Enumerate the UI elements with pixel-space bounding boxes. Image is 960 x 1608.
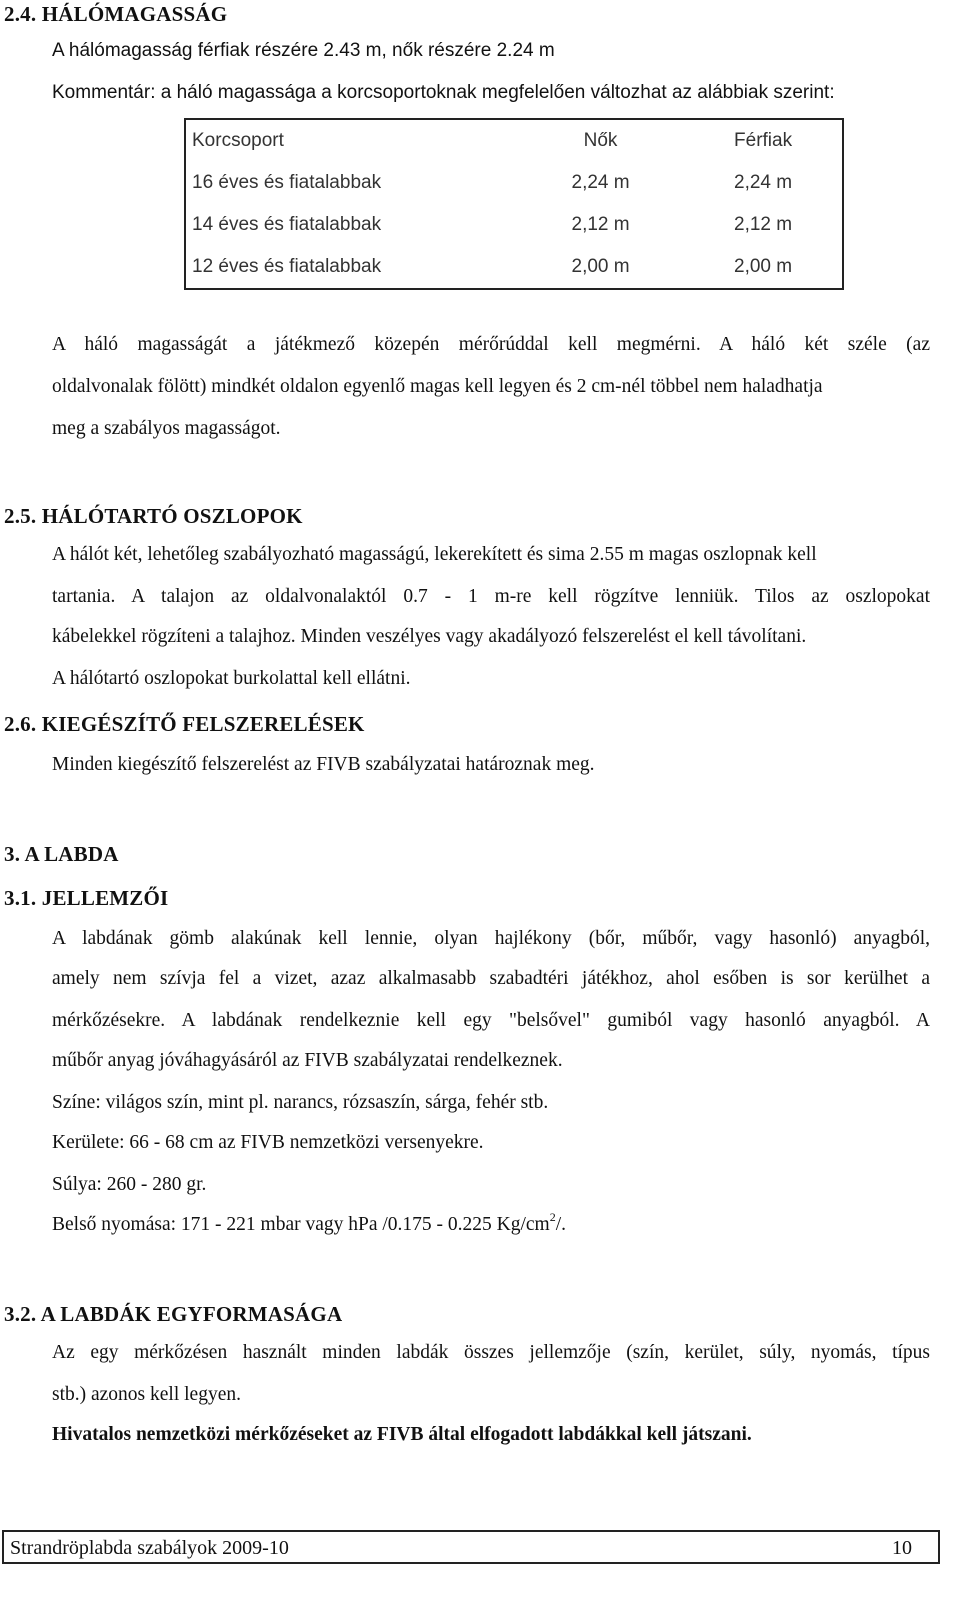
paragraph-line: meg a szabályos magasságot. — [52, 418, 281, 439]
table-header-cell: Férfiak — [734, 130, 793, 151]
table-cell: 2,12 m — [571, 214, 630, 235]
net-height-table — [184, 118, 844, 290]
table-cell: 2,12 m — [734, 214, 793, 235]
pressure-superscript: 2 — [549, 1210, 556, 1224]
paragraph-line: A hálót két, lehetőleg szabályozható magasságú, lekerekített és sima 2.55 m magas oszlopnak kell — [52, 544, 817, 565]
section-heading-2-5: 2.5. HÁLÓTARTÓ OSZLOPOK — [4, 504, 303, 528]
bold-statement: Hivatalos nemzetközi mérkőzéseket az FIVB által elfogadott labdákkal kell játszani. — [52, 1424, 752, 1445]
table-cell: 14 éves és fiatalabbak — [192, 214, 382, 235]
pressure-text-end: /. — [555, 1214, 567, 1235]
paragraph-line: A hálótartó oszlopokat burkolattal kell ellátni. — [52, 668, 411, 689]
section-heading-3-2: 3.2. A LABDÁK EGYFORMASÁGA — [4, 1302, 343, 1326]
paragraph-line: Minden kiegészítő felszerelést az FIVB szabályzatai határoznak meg. — [52, 754, 595, 775]
table-cell: 2,00 m — [734, 256, 793, 277]
table-row — [185, 246, 843, 289]
paragraph-line: Az egy mérkőzésen használt minden labdák összes jellemzője (szín, kerület, súly, nyomás, típus — [52, 1342, 930, 1363]
section-heading-3: 3. A LABDA — [4, 842, 119, 866]
table-header-row — [185, 119, 843, 162]
footer-title: Strandröplabda szabályok 2009-10 — [10, 1537, 289, 1559]
section-heading-2-4: 2.4. HÁLÓMAGASSÁG — [4, 2, 228, 26]
table-header-cell: Korcsoport — [192, 130, 284, 151]
paragraph-line: amely nem szívja fel a vizet, azaz alkalmasabb szabadtéri játékhoz, ahol esőben is sor kerülhet a — [52, 968, 930, 989]
section-heading-3-1: 3.1. JELLEMZŐI — [4, 886, 169, 910]
ball-weight-line: Súlya: 260 - 280 gr. — [52, 1174, 207, 1195]
ball-circumference-line: Kerülete: 66 - 68 cm az FIVB nemzetközi versenyekre. — [52, 1132, 484, 1153]
paragraph-line: tartania. A talajon az oldalvonalaktól 0.7 - 1 m-re kell rögzítve lenniük. Tilos az oszlopokat — [52, 586, 930, 607]
pressure-text: Belső nyomása: 171 - 221 mbar vagy hPa /0.175 - 0.225 Kg/cm — [52, 1214, 550, 1235]
table-row — [185, 162, 843, 204]
paragraph-line: A háló magasságát a játékmező közepén mérőrúddal kell megmérni. A háló két széle (az — [52, 334, 930, 355]
paragraph-line: műbőr anyag jóváhagyásáról az FIVB szabályzatai rendelkeznek. — [52, 1050, 563, 1071]
table-cell: 2,00 m — [571, 256, 630, 277]
section-heading-2-6: 2.6. KIEGÉSZÍTŐ FELSZERELÉSEK — [4, 712, 365, 736]
paragraph-line: stb.) azonos kell legyen. — [52, 1384, 241, 1405]
table-header-cell: Nők — [583, 130, 618, 151]
paragraph-line: A labdának gömb alakúnak kell lennie, olyan hajlékony (bőr, műbőr, vagy hasonló) anyagból, — [52, 928, 930, 949]
table-cell: 2,24 m — [571, 172, 630, 193]
net-height-line: A hálómagasság férfiak részére 2.43 m, nők részére 2.24 m — [52, 40, 555, 61]
table-cell: 2,24 m — [734, 172, 793, 193]
table-row — [185, 204, 843, 246]
ball-color-line: Színe: világos szín, mint pl. narancs, rózsaszín, sárga, fehér stb. — [52, 1092, 549, 1113]
ball-pressure-line — [52, 1210, 567, 1236]
commentary-line: Kommentár: a háló magassága a korcsoportoknak megfelelően változhat az alábbiak szerint: — [52, 82, 835, 103]
page-footer — [2, 1530, 940, 1564]
paragraph-line: mérkőzésekre. A labdának rendelkeznie kell egy "belsővel" gumiból vagy hasonló anyagból. A — [52, 1010, 930, 1031]
page-number: 10 — [892, 1537, 912, 1559]
table-cell: 12 éves és fiatalabbak — [192, 256, 382, 277]
paragraph-line: oldalvonalak fölött) mindkét oldalon egyenlő magas kell legyen és 2 cm-nél többel nem haladhatja — [52, 376, 823, 397]
paragraph-line: kábelekkel rögzíteni a talajhoz. Minden veszélyes vagy akadályozó felszerelést el kell távolítani. — [52, 626, 807, 647]
table-cell: 16 éves és fiatalabbak — [192, 172, 382, 193]
